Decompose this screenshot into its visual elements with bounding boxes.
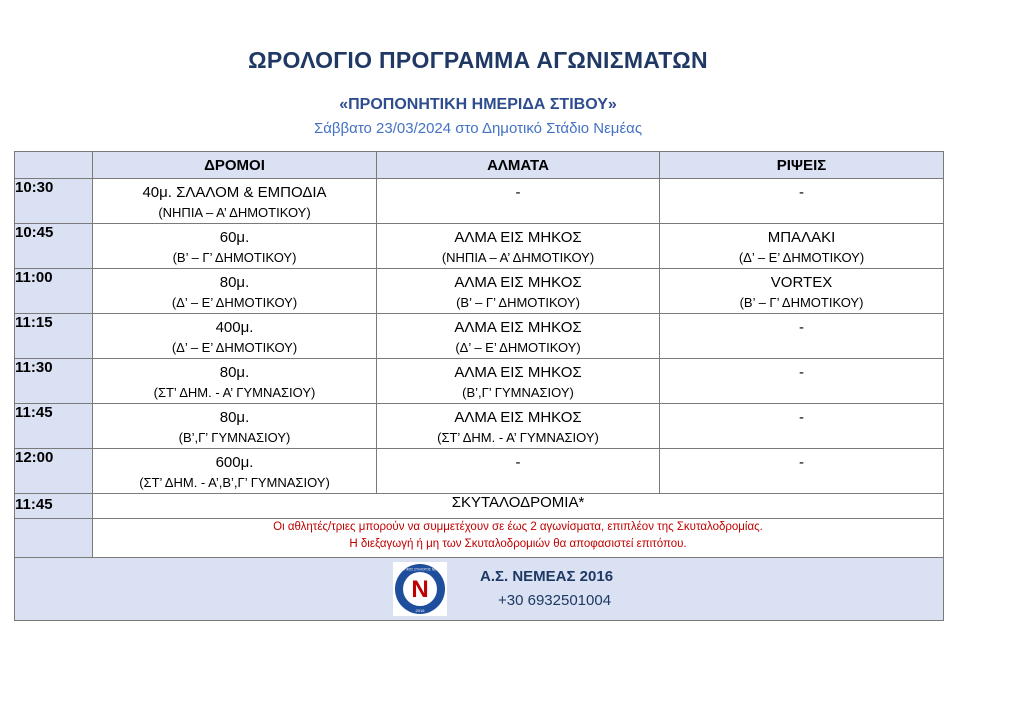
jumps-event: ΑΛΜΑ ΕΙΣ ΜΗΚΟΣ (454, 409, 582, 426)
row-time: 11:30 (15, 359, 93, 404)
cell-throws (660, 404, 944, 449)
cell-runs (93, 449, 377, 494)
throws-event: - (799, 409, 804, 426)
runs-group: (ΝΗΠΙΑ – Α’ ΔΗΜΟΤΙΚΟΥ) (158, 205, 311, 220)
cell-throws (660, 449, 944, 494)
runs-event: 80μ. (219, 364, 250, 381)
runs-group: (Β’ – Γ’ ΔΗΜΟΤΙΚΟΥ) (172, 250, 297, 265)
note-line-2: Η διεξαγωγή ή μη των Σκυταλοδρομιών θα αποφασιστεί επιτόπου. (349, 538, 687, 550)
footer-row (15, 558, 944, 621)
event-dateline: Σάββατο 23/03/2024 στο Δημοτικό Στάδιο Νεμέας (313, 120, 643, 137)
note-line-1: Οι αθλητές/τριες μπορούν να συμμετέχουν σε έως 2 αγωνίσματα, επιπλέον της Σκυταλοδρομίας. (273, 521, 763, 533)
runs-event: 40μ. ΣΛΑΛΟΜ & ΕΜΠΟΔΙΑ (142, 184, 327, 201)
logo-year: 2016 (415, 608, 425, 613)
cell-throws (660, 269, 944, 314)
throws-event: - (799, 454, 804, 471)
cell-runs (93, 179, 377, 224)
schedule-row (15, 224, 944, 269)
runs-group: (Β’,Γ’ ΓΥΜΝΑΣΙΟΥ) (178, 430, 291, 445)
throws-event: - (799, 184, 804, 201)
cell-throws (660, 179, 944, 224)
jumps-group: (Β’,Γ’ ΓΥΜΝΑΣΙΟΥ) (462, 385, 574, 400)
footer-cell (15, 558, 944, 621)
jumps-event: ΑΛΜΑ ΕΙΣ ΜΗΚΟΣ (454, 319, 582, 336)
cell-jumps (377, 404, 660, 449)
schedule-row (15, 314, 944, 359)
cell-jumps (377, 179, 660, 224)
jumps-event: ΑΛΜΑ ΕΙΣ ΜΗΚΟΣ (454, 229, 582, 246)
jumps-event: ΑΛΜΑ ΕΙΣ ΜΗΚΟΣ (454, 274, 582, 291)
cell-jumps (377, 314, 660, 359)
jumps-group: (Δ’ – Ε’ ΔΗΜΟΤΙΚΟΥ) (455, 340, 581, 355)
row-time: 10:45 (15, 224, 93, 269)
header-throws: ΡΙΨΕΙΣ (660, 152, 944, 179)
cell-jumps (377, 359, 660, 404)
row-time: 10:30 (15, 179, 93, 224)
runs-event: 80μ. (219, 274, 250, 291)
schedule-rows (15, 179, 944, 494)
cell-throws (660, 314, 944, 359)
club-phone: +30 6932501004 (498, 592, 612, 609)
logo-ring-text: ΑΘΛΗΤΙΚΟΣ ΣΥΛΛΟΓΟΣ ΝΕΜΕΑΣ (394, 567, 446, 572)
schedule-row (15, 404, 944, 449)
club-logo (393, 562, 447, 616)
cell-jumps (377, 449, 660, 494)
schedule-row (15, 269, 944, 314)
runs-event: 80μ. (219, 409, 250, 426)
header-time (15, 152, 93, 179)
throws-event: - (799, 319, 804, 336)
header-row (15, 152, 944, 179)
row-time: 11:15 (15, 314, 93, 359)
cell-runs (93, 269, 377, 314)
notes-row (15, 519, 944, 558)
runs-group: (ΣΤ’ ΔΗΜ. - Α’ ΓΥΜΝΑΣΙΟΥ) (153, 385, 316, 400)
runs-event: 400μ. (215, 319, 254, 336)
runs-event: 60μ. (219, 229, 250, 246)
relay-row (15, 494, 944, 519)
runs-event: 600μ. (215, 454, 254, 471)
cell-jumps (377, 269, 660, 314)
header-runs: ΔΡΟΜΟΙ (93, 152, 377, 179)
document-title: ΩΡΟΛΟΓΙΟ ΠΡΟΓΡΑΜΜΑ ΑΓΩΝΙΣΜΑΤΩΝ (248, 47, 708, 73)
relay-label: ΣΚΥΤΑΛΟΔΡΟΜΙΑ* (93, 494, 944, 519)
jumps-group: (Β’ – Γ’ ΔΗΜΟΤΙΚΟΥ) (456, 295, 580, 310)
throws-group: (Δ’ – Ε’ ΔΗΜΟΤΙΚΟΥ) (738, 250, 865, 265)
cell-throws (660, 359, 944, 404)
row-time: 12:00 (15, 449, 93, 494)
relay-time: 11:45 (15, 494, 93, 519)
jumps-event: ΑΛΜΑ ΕΙΣ ΜΗΚΟΣ (454, 364, 582, 381)
cell-runs (93, 224, 377, 269)
jumps-event: - (515, 454, 521, 471)
jumps-group: (ΝΗΠΙΑ – Α’ ΔΗΜΟΤΙΚΟΥ) (441, 250, 595, 265)
runs-group: (Δ’ – Ε’ ΔΗΜΟΤΙΚΟΥ) (171, 340, 298, 355)
cell-runs (93, 314, 377, 359)
schedule-row (15, 359, 944, 404)
throws-group: (Β’ – Γ’ ΔΗΜΟΤΙΚΟΥ) (739, 295, 864, 310)
cell-runs (93, 359, 377, 404)
throws-event: VORTEX (770, 274, 833, 291)
notes-cell (93, 519, 944, 558)
throws-event: ΜΠΑΛΑΚΙ (767, 229, 836, 246)
logo-letter: N (411, 576, 429, 603)
runs-group: (ΣΤ’ ΔΗΜ. - Α’,Β’,Γ’ ΓΥΜΝΑΣΙΟΥ) (139, 475, 330, 490)
row-time: 11:00 (15, 269, 93, 314)
runs-group: (Δ’ – Ε’ ΔΗΜΟΤΙΚΟΥ) (171, 295, 298, 310)
cell-runs (93, 404, 377, 449)
club-name: Α.Σ. ΝΕΜΕΑΣ 2016 (480, 568, 614, 585)
schedule-table (14, 151, 944, 621)
notes-time-cell (15, 519, 93, 558)
cell-jumps (377, 224, 660, 269)
header-jumps: ΑΛΜΑΤΑ (377, 152, 660, 179)
jumps-event: - (515, 184, 521, 201)
jumps-group: (ΣΤ’ ΔΗΜ. - Α’ ΓΥΜΝΑΣΙΟΥ) (437, 430, 599, 445)
throws-event: - (799, 364, 804, 381)
row-time: 11:45 (15, 404, 93, 449)
schedule-row (15, 449, 944, 494)
schedule-row (15, 179, 944, 224)
event-subtitle: «ΠΡΟΠΟΝΗΤΙΚΗ ΗΜΕΡΙΔΑ ΣΤΙΒΟΥ» (339, 96, 617, 113)
cell-throws (660, 224, 944, 269)
